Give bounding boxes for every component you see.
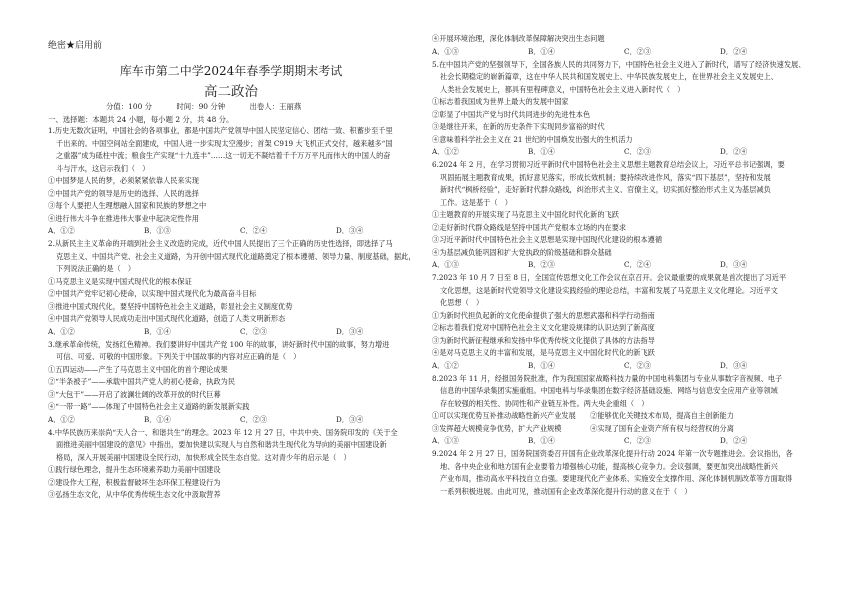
answer-option-d[interactable]: D．②④ [720,46,748,56]
answer-option-c[interactable]: C．②③ [624,147,652,156]
answer-option-d[interactable]: D．②④ [720,147,748,156]
time-info: 时间：90 分钟 [176,102,226,111]
question-stem: 6.2024 年 2 月，在学习贯彻习近平新时代中国特色社会主义思想主题教育总结会议上，习近平总书记强调，要 [432,160,785,169]
statement-item: ④中国共产党领导人民成功走出中国式现代化道路，创造了人类文明新形态 [48,314,286,323]
question-text: 存在较强的相关性、协同性和产业链互补性。两大央企重组（ ） [440,398,649,408]
question-stem: 4.中华民族历来崇尚“天人合一、和谐共生”的理念。2023 年 12 月 27 日，中共中央、国务院印发的《关于全 [48,427,398,437]
question-stem: 9.2024 年 2 月 27 日，国务院国资委召开国有企业改革深化提升行动 2024 年第一次专题推进会。会议指出，各 [432,449,793,458]
statement-item: ①可以实现优势互补推动战略性新兴产业发展 ②能够优化关键技术布局，提高自主创新能力 [432,411,734,420]
question-text: 格局，深入开展美丽中国建设全民行动，加快形成全民生态自觉。这对青少年的启示是（ ） [56,452,351,462]
question-text: 化思想（ ） [440,298,484,307]
question-text: 产业布局，推动高水平科技自立自强。要建现代化产业体系、实施安全支撑作用、深化体制机制改革等方面取得 [440,474,793,483]
statement-item: ④“一带一路”——体现了中国特色社会主义道路的新发展新实践 [48,402,250,411]
statement-item: ④开展环境治理，深化体制改革保障解决突出生态问题 [432,34,605,43]
answer-option-a[interactable]: A．①② [432,360,459,370]
statement-item: ③每个人要把人生理想融入国家和民族的梦想之中 [48,201,207,210]
answer-option-c[interactable]: C．②④ [624,260,652,269]
statement-item: ③推进中国式现代化，要坚持中国特色社会主义道路，彰显社会主义制度优势 [48,301,293,311]
answer-option-a[interactable]: A．①③ [432,436,459,445]
question-stem: 5.在中国共产党的坚强领导下，全国各族人民的共同努力下，中国特色社会主义进入了新时代，谱写了经济快速发展、 [432,59,806,69]
question-text: 新时代“枫桥经验”，走好新时代群众路线，纠治形式主义、官僚主义，切实抓好整治形式主义为基层减负 [440,185,771,194]
statement-item: ④为基层减负能巩固和扩大党执政的阶级基础和群众基础 [432,247,612,257]
secret-mark: 绝密★启用前 [48,41,103,51]
author-info: 出卷人：王丽燕 [249,102,302,111]
answer-option-d[interactable]: D．③④ [336,414,364,424]
answer-option-d[interactable]: D．③④ [336,326,364,336]
statement-item: ①标志着我国成为世界上最大的发展中国家 [432,97,569,106]
exam-info [106,101,323,112]
answer-option-b[interactable]: B．①④ [144,414,171,424]
statement-item: ③习近平新时代中国特色社会主义思想是实现中国现代化建设的根本遵循 [432,235,663,244]
answer-option-b[interactable]: B．②③ [528,260,555,269]
statement-item: ①主题教育的开展实现了马克思主义中国化时代化新的飞跃 [432,210,619,219]
statement-item: ③是继往开来，在新的历史条件下实现同步富裕的时代 [432,122,605,131]
answer-option-b[interactable]: B．①④ [528,360,555,370]
question-text: 工作。这是基于（ ） [440,197,512,207]
answer-option-b[interactable]: B．①④ [144,326,171,336]
answer-option-c[interactable]: C．②③ [240,414,268,424]
answer-option-c[interactable]: C．②④ [240,226,268,235]
question-text: 下列说法正确的是（ ） [56,264,136,273]
answer-option-c[interactable]: C．②③ [624,360,652,370]
question-text: 千出来的。中国空间站全面建成，中国人进一步实现太空漫步；首架 C919 大飞机正式交付，越来越多“国 [56,138,393,148]
answer-option-d[interactable]: D．③④ [720,360,748,370]
answer-option-d[interactable]: D．③④ [336,226,364,235]
answer-option-a[interactable]: A．①② [48,226,75,235]
exam-title: 库车市第二中学2024年春季学期期末考试 [119,64,343,78]
answer-option-a[interactable]: A．①② [48,414,75,424]
statement-item: ②建设作大工程，积极监督破坏生态环保工程建设行为 [48,477,221,487]
statement-item: ①中国梦是人民的梦，必须紧紧依靠人民来实现 [48,176,199,185]
answer-option-c[interactable]: C．②③ [624,436,652,445]
question-text: 之重器”成为砥柱中流；粮食生产实现“十九连丰”……这一切无不凝结着千千万万平凡而伟大的中国人的奋 [56,151,391,160]
statement-item: ③“大包干”——开启了波澜壮阔的改革开放的时代巨幕 [48,389,221,399]
statement-item: ②中国共产党的领导是历史的选择、人民的选择 [48,188,199,198]
statement-item: ①践行绿色理念，提升生态环境素养助力美丽中国建设 [48,465,221,474]
statement-item: ①五四运动——产生了马克思主义中国化的首个理论成果 [48,364,228,374]
answer-option-a[interactable]: A．①② [48,326,75,336]
statement-item: ②彰显了中国共产党与时代共同进步的先进性本色 [432,109,591,119]
question-stem: 7.2023 年 10 月 7 日至 8 日，全国宣传思想文化工作会议在京召开。会议最重要的成果就是首次提出了习近平 [432,273,787,282]
question-stem: 1.历史无数次证明，中国社会的各项事业，都是中国共产党领导中国人民坚定信心、团结一致、积蓄步至千里 [48,126,393,135]
statement-item: ②标志着我们党对中国特色社会主义文化建设规律的认识达到了新高度 [432,323,655,332]
answer-option-a[interactable]: A．①② [432,147,459,156]
question-text: 面推进美丽中国建设的意见》中指出，要加快建以实现人与自然和谐共生现代化为导向的美丽中国建设新 [56,440,387,449]
question-stem: 8.2023 年 11 月，经报国务院批准，作为我国国家战略科技力量的中国电科集团与专业从事数字音视频、电子 [432,373,783,383]
question-stem: 2.从新民主主义革命的开端到社会主义改造的完成，近代中国人民提出了三个正确的历史性选择，即选择了马 [48,239,393,248]
statement-item: ④意味着科学社会主义在 21 世纪的中国焕发出强大的生机活力 [432,134,633,144]
question-text: 人类社会发展史上，都具有里程碑意义，中国特色社会主义进入新时代（ ） [440,84,685,94]
question-stem: 3.继承革命传统，发扬红色精神。我们要讲好中国共产党 100 年的故事，讲好新时代中国的故事，努力增进 [48,339,390,349]
statement-item: ④是对马克思主义的丰富和发展，是马克思主义中国化时代化的新飞跃 [432,348,655,357]
statement-item: ②“半条被子”——承载中国共产党人的初心使命，执政为民 [48,377,236,386]
answer-option-b[interactable]: B．①③ [144,226,171,235]
statement-item: ①为新时代担负起新的文化使命提供了强大的思想武器和科学行动指南 [432,310,655,320]
statement-item: ③发挥超大规模竞争优势，扩大产业规模 ④实现了国有企业资产所有权与经营权的分离 [432,423,734,433]
score-info: 分值：100 分 [106,102,153,111]
question-text: 可信、可爱、可敬的中国形象。下列关于中国故事的内容对应正确的是（ ） [56,352,301,361]
answer-option-d[interactable]: D．②④ [720,436,748,445]
answer-option-d[interactable]: D．③④ [720,260,748,269]
question-text: 克思主义、中国共产党、社会主义道路，为开创中国式现代化道路奠定了根本遵循、领导力量、制度基础，据此， [56,251,416,261]
answer-option-b[interactable]: B．①④ [528,46,555,56]
statement-item: ②中国共产党牢记初心使命，以实现中国式现代化为最高奋斗目标 [48,289,257,298]
question-text: 信息的中国华录集团实施重组。中国电科与华录集团在数字经济基础设施、网络与信息安全应用产业等领域 [440,386,778,395]
statement-item: ③弘扬生态文化，从中华优秀传统生态文化中汲取营养 [48,490,221,499]
question-text: 斗与汗水，这启示我们（ ） [56,163,150,173]
question-text: 社会长期稳定的崭新篇章，这在中华人民共和国发展史上、中华民族发展史上，在世界社会主义发展史上、 [440,72,778,81]
question-text: 地、各中央企业和地方国有企业要着力增强核心功能，提高核心竞争力。会议强调，要更加突出战略性新兴 [440,461,778,471]
exam-subject: 高二政治 [204,84,258,100]
statement-item: ①马克思主义是实现中国式现代化的根本保证 [48,276,192,286]
section-heading: 一、选择题：本题共 24 小题，每小题 2 分，共 48 分。 [48,115,234,124]
answer-option-a[interactable]: A．①③ [432,46,459,56]
statement-item: ②走好新时代群众路线是坚持中国共产党根本立场的内在要求 [432,222,627,232]
answer-option-c[interactable]: C．②③ [240,326,268,336]
question-text: 巩固拓展主题教育成果，抓好意见落实，形成长效机制；要持续改进作风，落实“四下基层”，坚持和发展 [440,172,771,182]
question-text: 一系列积极进展。由此可见，推动国有企业改革深化提升行动的意义在于（ ） [440,486,692,496]
question-text: 文化思想，这是新时代党领导文化建设实践经验的理论总结，丰富和发展了马克思主义文化理论。习近平文 [440,285,778,295]
answer-option-b[interactable]: B．①④ [528,147,555,156]
answer-option-c[interactable]: C．②③ [624,46,652,56]
answer-option-b[interactable]: B．①④ [528,436,555,445]
statement-item: ④进行伟大斗争在推进伟大事业中起决定性作用 [48,213,199,223]
answer-option-a[interactable]: A．①③ [432,260,459,269]
statement-item: ③为新时代新征程继承和发扬中华优秀传统文化提供了具体的方法指导 [432,335,655,345]
